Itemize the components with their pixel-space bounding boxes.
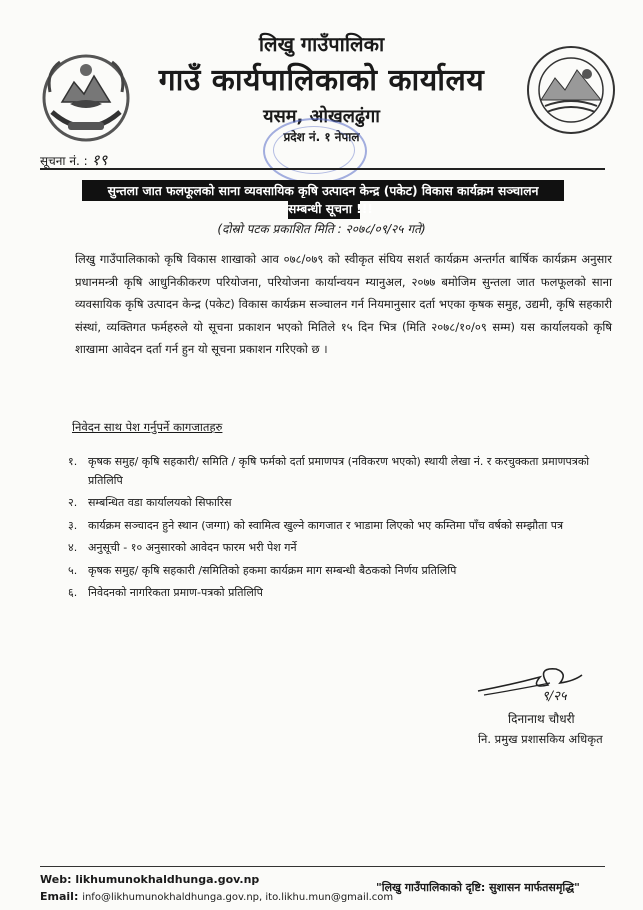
- notice-reference: [40, 150, 107, 170]
- item-text: सम्बन्धित वडा कार्यालयको सिफारिस: [88, 496, 232, 509]
- signatory-name: दिनानाथ चौधरी: [508, 712, 575, 726]
- signatory-designation: नि. प्रमुख प्रशासकिय अधिकृत: [478, 732, 603, 746]
- item-text: कृषक समुह/ कृषि सहकारी/ समिति / कृषि फर्मको दर्ता प्रमाणपत्र (नविकरण भएको) स्थायी लेखा नं. र करचुक्कता प्रमाणपत्रको प्रतिलिपि: [88, 455, 590, 487]
- item-number: ३.: [68, 518, 78, 532]
- reference-label: सूचना नं. :: [40, 154, 88, 168]
- province-line: प्रदेश नं. १ नेपाल: [283, 130, 360, 144]
- footer-email: [40, 890, 393, 903]
- item-number: २.: [68, 496, 78, 509]
- signature-date: ९/२५: [542, 689, 567, 704]
- email-label: Email:: [40, 890, 79, 903]
- footer-web: [40, 873, 259, 886]
- item-text: निवेदनको नागरिकता प्रमाण-पत्रको प्रतिलिपि: [88, 586, 263, 599]
- list-item: [68, 539, 614, 558]
- notice-title-line2: सम्बन्धी सूचना !!!: [288, 198, 360, 219]
- municipality-name: लिखु गाउँपालिका: [258, 32, 385, 56]
- item-text: कृषक समुह/ कृषि सहकारी /समितिको हकमा कार्यक्रम माग सम्बन्धी बैठकको निर्णय प्रतिलिपि: [88, 563, 457, 577]
- item-number: ४.: [68, 541, 78, 554]
- documents-list: [68, 453, 614, 607]
- office-stamp-icon: [263, 118, 367, 184]
- web-link[interactable]: likhumunokhaldhunga.gov.np: [75, 873, 260, 886]
- email-link[interactable]: info@likhumunokhaldhunga.gov.np, ito.likhu.mun@gmail.com: [82, 892, 394, 903]
- list-item: [68, 562, 614, 581]
- list-item: [68, 494, 614, 513]
- documents-heading: निवेदन साथ पेश गर्नुपर्ने कागजातहरु: [72, 420, 223, 434]
- item-text: कार्यक्रम सञ्चादन हुने स्थान (जग्गा) को स्वामित्व खुल्ने कागजात र भाडामा लिएको भए कम्तिमा पाँच वर्षको सम्झौता पत्र: [88, 518, 564, 532]
- notice-body: लिखु गाउँपालिकाको कृषि विकास शाखाको आव ०७८/०७९ को स्वीकृत संघिय सशर्त कार्यक्रम अन्तर्गत बार्षिक कार्यक्रम अनुसार प्रधानमन्त्री कृषि आधुनिकीकरण परियोजना, परियोजना कार्यान्वयन म्यानुअल, २०७७ बमोजिम सुन्तला जात फलफूलको साना व्यवसायिक कृषि उत्पादन केन्द्र (पकेट) विकास कार्यक्रम सञ्चालन गर्न नियमानुसार दर्ता भएका कृषक समुह, उद्यमी, कृषि सहकारी संस्थां, व्यक्तिगत फर्महरुले यो सूचना प्रकाशन भएको मितिले १५ दिन भित्र (मिति २०७८/१०/०९ सम्म) यस कार्यालयको कृषि शाखामा आवेदन दर्ता गर्न हुन यो सूचना प्रकाशन गरिएको छ ।: [75, 252, 612, 356]
- reference-value: १९: [91, 151, 108, 169]
- list-item: [68, 453, 614, 490]
- publication-date: (दोस्रो पटक प्रकाशित मिति : २०७८/०९/२५ गते): [217, 222, 426, 236]
- footer-slogan: "लिखु गाउँपालिकाको दृष्टि: सुशासन मार्फतसमृद्धि": [376, 881, 580, 894]
- notice-title-line1: सुन्तला जात फलफूलको साना व्यवसायिक कृषि उत्पादन केन्द्र (पकेट) विकास कार्यक्रम सञ्चालन: [82, 180, 564, 201]
- header-divider: [40, 168, 605, 170]
- footer-divider: [40, 866, 605, 867]
- office-name: गाउँ कार्यपालिकाको कार्यालय: [158, 63, 485, 98]
- web-label: Web:: [40, 873, 72, 886]
- list-item: [68, 517, 614, 536]
- item-number: ६.: [68, 586, 78, 599]
- item-number: ५.: [68, 563, 78, 577]
- item-number: १.: [68, 455, 78, 468]
- office-location: यसम, ओखलढुंगा: [263, 106, 380, 127]
- item-text: अनुसूची - १० अनुसारको आवेदन फारम भरी पेश गर्ने: [88, 541, 297, 554]
- list-item: [68, 584, 614, 603]
- signature-icon: [470, 655, 590, 705]
